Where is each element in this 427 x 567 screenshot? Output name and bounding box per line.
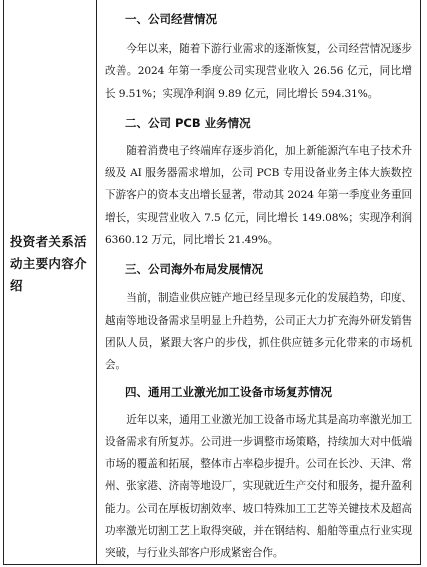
- section-heading-overseas: 三、公司海外布局发展情况: [125, 262, 263, 277]
- section-heading-business: 一、公司经营情况: [125, 12, 217, 26]
- section-paragraph-pcb: 随着消费电子终端库存逐步消化，加上新能源汽车电子技术升级及 AI 服务器需求增加，公司 PCB 专用设备业务主体大族数控下游客户的资本支出增长显著，带动其 2024 年第一季度业务重回增长，实现营业收入 7.5 亿元，同比增长 149.08%；实现净利润 6360.12 万元，同比增长 21.49%。: [105, 144, 412, 247]
- section-heading-laser: 四、通用工业激光加工设备市场复苏情况: [125, 384, 332, 399]
- section-paragraph-laser: 近年以来，通用工业激光加工设备市场尤其是高功率激光加工设备需求有所复苏。公司进一步调整市场策略，持续加大对中低端市场的覆盖和拓展，整体市占率稳步提升。公司在长沙、天津、常州、张家港、济南等地设厂，实现就近生产交付和服务，提升盈利能力。公司在厚板切割效率、坡口特殊加工工艺等关键技术及超高功率激光切割工艺上取得突破，并在钢结构、船舶等重点行业实现突破，与行业头部客户形成紧密合作。: [105, 413, 412, 560]
- row-label: 投资者关系活动主要内容介绍: [10, 234, 87, 293]
- section-paragraph-business: 今年以来，随着下游行业需求的逐渐恢复，公司经营情况逐步改善。2024 年第一季度公司实现营业收入 26.56 亿元，同比增长 9.51%；实现净利润 9.89 亿元，同比增长 594.31%。: [105, 43, 412, 100]
- content-cell: [97, 0, 420, 564]
- section-paragraph-overseas: 当前，制造业供应链产地已经呈现多元化的发展趋势，印度、越南等地设备需求呈明显上升趋势，公司正大力扩充海外研发销售团队人员，紧跟大客户的步伐，抓住供应链多元化带来的市场机会。: [105, 292, 412, 372]
- section-heading-pcb: 二、公司 PCB 业务情况: [125, 115, 251, 130]
- label-cell: [4, 0, 97, 564]
- info-table: [3, 0, 421, 565]
